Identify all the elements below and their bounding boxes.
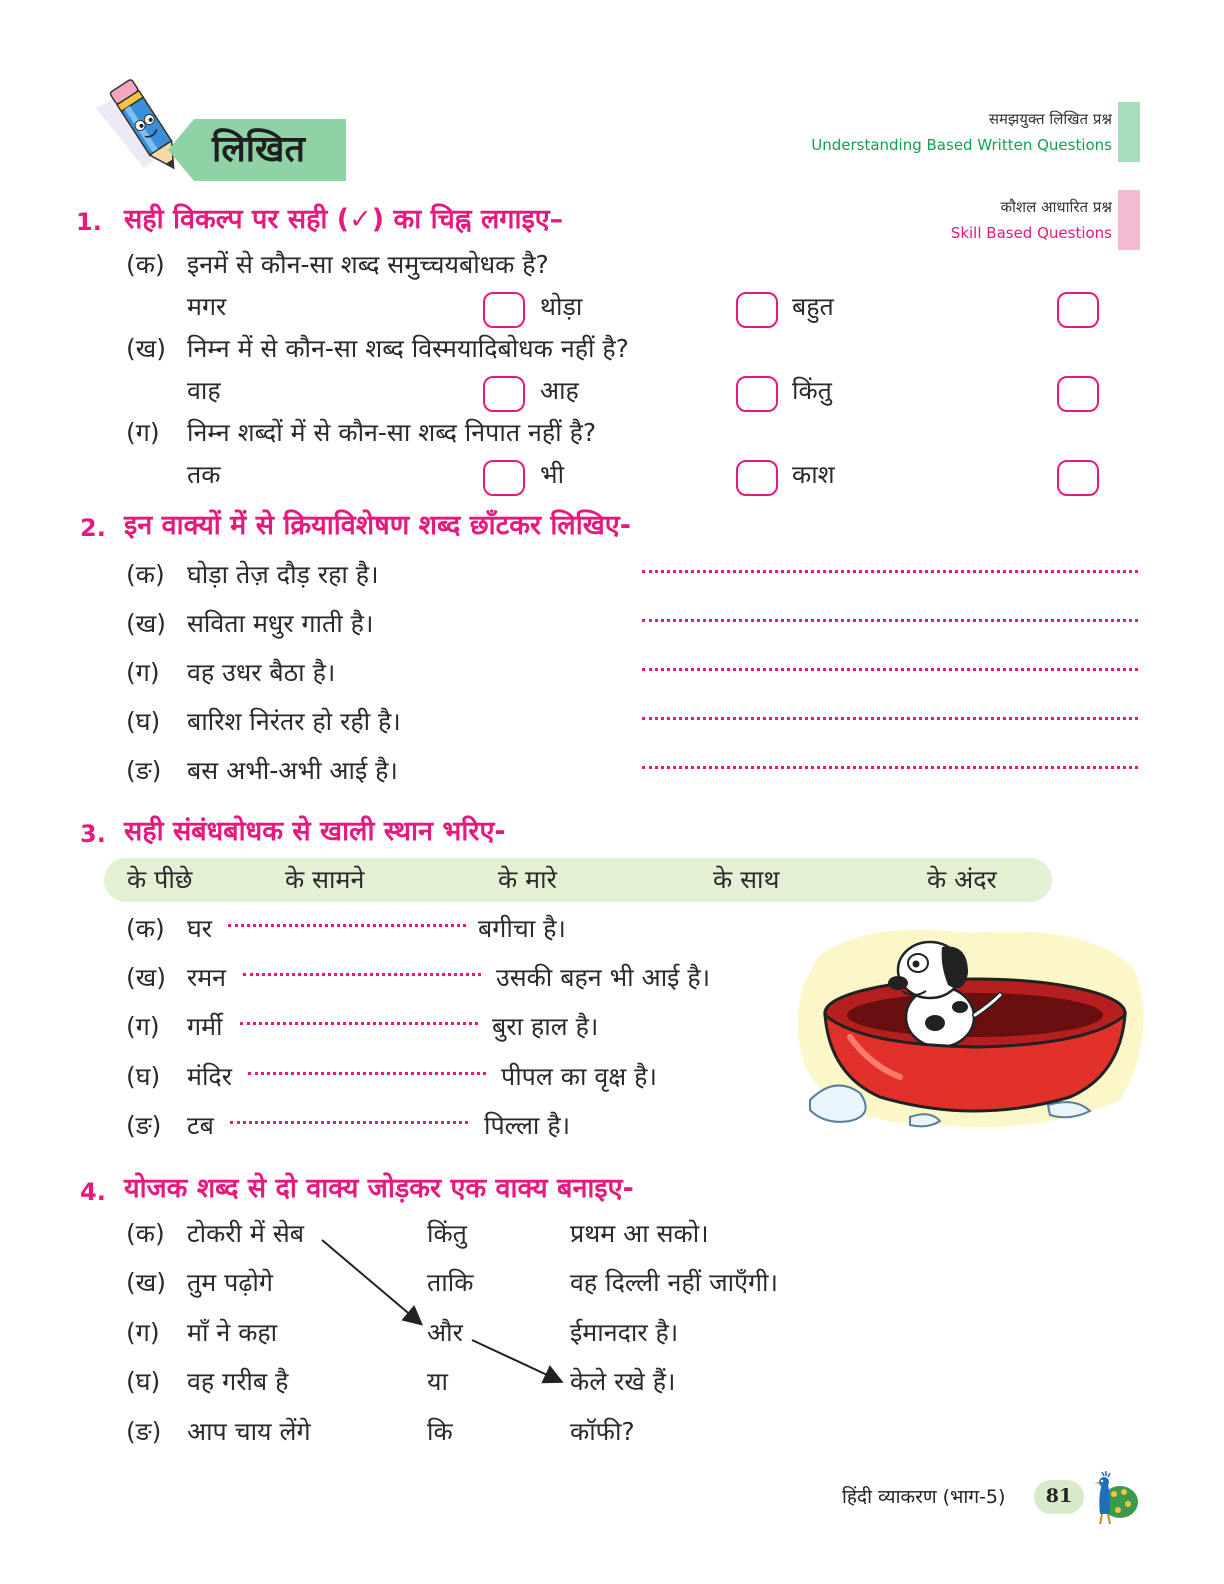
q4c-second: ईमानदार है।: [570, 1318, 679, 1347]
q4a-joiner: किंतु: [427, 1219, 467, 1248]
q3c-label: (ग): [126, 1012, 160, 1041]
q4b-label: (ख): [126, 1268, 166, 1297]
q3c-blank[interactable]: [240, 1022, 478, 1025]
q4b-second: वह दिल्ली नहीं जाएँगी।: [570, 1268, 778, 1297]
q1a-checkbox-2[interactable]: [736, 292, 778, 328]
q1c-question: निम्न शब्दों में से कौन-सा शब्द निपात नहीं है?: [187, 418, 597, 447]
q4d-label: (घ): [126, 1367, 161, 1396]
q2a-answer-line[interactable]: [642, 570, 1138, 573]
q3a-label: (क): [126, 914, 165, 943]
q3b-label: (ख): [126, 963, 166, 992]
arrow-aur-to-kele: [472, 1340, 560, 1381]
q4d-second: केले रखे हैं।: [570, 1367, 676, 1396]
q3c-after: बुरा हाल है।: [492, 1012, 599, 1041]
q4a-label: (क): [126, 1219, 165, 1248]
q1a-option-1: मगर: [187, 292, 227, 321]
q4c-joiner: और: [427, 1318, 463, 1347]
q3b-after: उसकी बहन भी आई है।: [496, 963, 711, 992]
q2c-sentence: वह उधर बैठा है।: [187, 658, 336, 687]
q3d-label: (घ): [126, 1062, 161, 1091]
q1c-checkbox-2[interactable]: [736, 460, 778, 496]
q2a-sentence: घोड़ा तेज़ दौड़ रहा है।: [187, 560, 379, 589]
q1b-label: (ख): [126, 334, 166, 363]
q4c-label: (ग): [126, 1318, 160, 1347]
q4e-second: कॉफी?: [570, 1417, 635, 1446]
q1b-option-1: वाह: [187, 376, 221, 405]
q1-number: 1.: [76, 208, 102, 236]
q2e-sentence: बस अभी-अभी आई है।: [187, 756, 398, 785]
q3a-blank[interactable]: [228, 924, 466, 927]
q3b-before: रमन: [187, 963, 227, 992]
q3c-before: गर्मी: [187, 1012, 223, 1041]
q4a-first: टोकरी में सेब: [187, 1219, 304, 1248]
q1a-option-3: बहुत: [792, 292, 834, 321]
word-bank-item-5: के अंदर: [927, 865, 997, 894]
skill-label-hindi: कौशल आधारित प्रश्न: [1000, 198, 1112, 216]
q1-heading: सही विकल्प पर सही (✓) का चिह्न लगाइए–: [124, 204, 564, 235]
q1a-question: इनमें से कौन-सा शब्द समुच्चयबोधक है?: [187, 250, 549, 279]
q4e-joiner: कि: [427, 1417, 453, 1446]
q3b-blank[interactable]: [243, 973, 481, 976]
word-bank-item-1: के पीछे: [127, 865, 193, 894]
q3e-after: पिल्ला है।: [484, 1111, 571, 1140]
q4d-joiner: या: [427, 1367, 448, 1396]
q2d-sentence: बारिश निरंतर हो रही है।: [187, 707, 401, 736]
q2c-answer-line[interactable]: [642, 668, 1138, 671]
word-bank-item-2: के सामने: [285, 865, 365, 894]
page-number: 81: [1045, 1485, 1073, 1507]
q1b-question: निम्न में से कौन-सा शब्द विस्मयादिबोधक नहीं है?: [187, 334, 629, 363]
q3e-blank[interactable]: [230, 1121, 468, 1124]
puppy-in-tub-illustration: [790, 925, 1150, 1140]
q2e-label: (ङ): [126, 756, 162, 785]
word-bank-item-3: के मारे: [498, 865, 557, 894]
q1a-label: (क): [126, 250, 165, 279]
q3d-after: पीपल का वृक्ष है।: [501, 1062, 657, 1091]
q4c-first: माँ ने कहा: [187, 1318, 278, 1347]
q2c-label: (ग): [126, 658, 160, 687]
q1c-option-3: काश: [792, 460, 835, 489]
footer-book-title: हिंदी व्याकरण (भाग-5): [842, 1486, 1006, 1508]
q3-heading: सही संबंधबोधक से खाली स्थान भरिए-: [124, 816, 506, 847]
q3e-before: टब: [187, 1111, 214, 1140]
q2-heading: इन वाक्यों में से क्रियाविशेषण शब्द छाँटकर लिखिए-: [124, 510, 631, 541]
q4e-label: (ङ): [126, 1417, 162, 1446]
q2b-label: (ख): [126, 609, 166, 638]
q4b-joiner: ताकि: [427, 1268, 474, 1297]
q1b-option-2: आह: [540, 376, 579, 405]
section-title: लिखित: [212, 129, 306, 170]
q3-number: 3.: [80, 820, 106, 848]
q2-number: 2.: [80, 514, 106, 542]
q1c-label: (ग): [126, 418, 160, 447]
word-bank-item-4: के साथ: [713, 865, 780, 894]
q1c-option-1: तक: [187, 460, 221, 489]
q1a-option-2: थोड़ा: [540, 292, 583, 321]
q1b-checkbox-1[interactable]: [483, 376, 525, 412]
q2a-label: (क): [126, 560, 165, 589]
skill-color-band: [1118, 190, 1140, 250]
q4a-second: प्रथम आ सको।: [570, 1219, 709, 1248]
understanding-color-band: [1118, 102, 1140, 162]
q1c-option-2: भी: [540, 460, 565, 489]
understanding-label-english: Understanding Based Written Questions: [811, 136, 1112, 154]
q2d-label: (घ): [126, 707, 161, 736]
q1c-checkbox-1[interactable]: [483, 460, 525, 496]
q4e-first: आप चाय लेंगे: [187, 1417, 311, 1446]
q4-number: 4.: [80, 1178, 106, 1206]
q3d-blank[interactable]: [248, 1072, 486, 1075]
peacock-icon: [1080, 1470, 1140, 1526]
q3a-before: घर: [187, 914, 213, 943]
skill-label-english: Skill Based Questions: [950, 224, 1112, 242]
understanding-label-hindi: समझयुक्त लिखित प्रश्न: [988, 110, 1112, 128]
q3a-after: बगीचा है।: [478, 914, 566, 943]
q1b-checkbox-2[interactable]: [736, 376, 778, 412]
q4b-first: तुम पढ़ोगे: [187, 1268, 273, 1297]
q3e-label: (ङ): [126, 1111, 162, 1140]
q2d-answer-line[interactable]: [642, 717, 1138, 720]
q4-heading: योजक शब्द से दो वाक्य जोड़कर एक वाक्य बनाइए-: [124, 1173, 634, 1204]
q3d-before: मंदिर: [187, 1062, 232, 1091]
word-bank: [104, 858, 1052, 902]
q1a-checkbox-1[interactable]: [483, 292, 525, 328]
q1b-option-3: किंतु: [792, 376, 832, 405]
q1b-checkbox-3[interactable]: [1057, 376, 1099, 412]
q1c-checkbox-3[interactable]: [1057, 460, 1099, 496]
q2b-sentence: सविता मधुर गाती है।: [187, 609, 374, 638]
arrow-seb-to-aur: [322, 1240, 420, 1323]
q2e-answer-line[interactable]: [642, 766, 1138, 769]
q1a-checkbox-3[interactable]: [1057, 292, 1099, 328]
q4d-first: वह गरीब है: [187, 1367, 289, 1396]
q2b-answer-line[interactable]: [642, 619, 1138, 622]
